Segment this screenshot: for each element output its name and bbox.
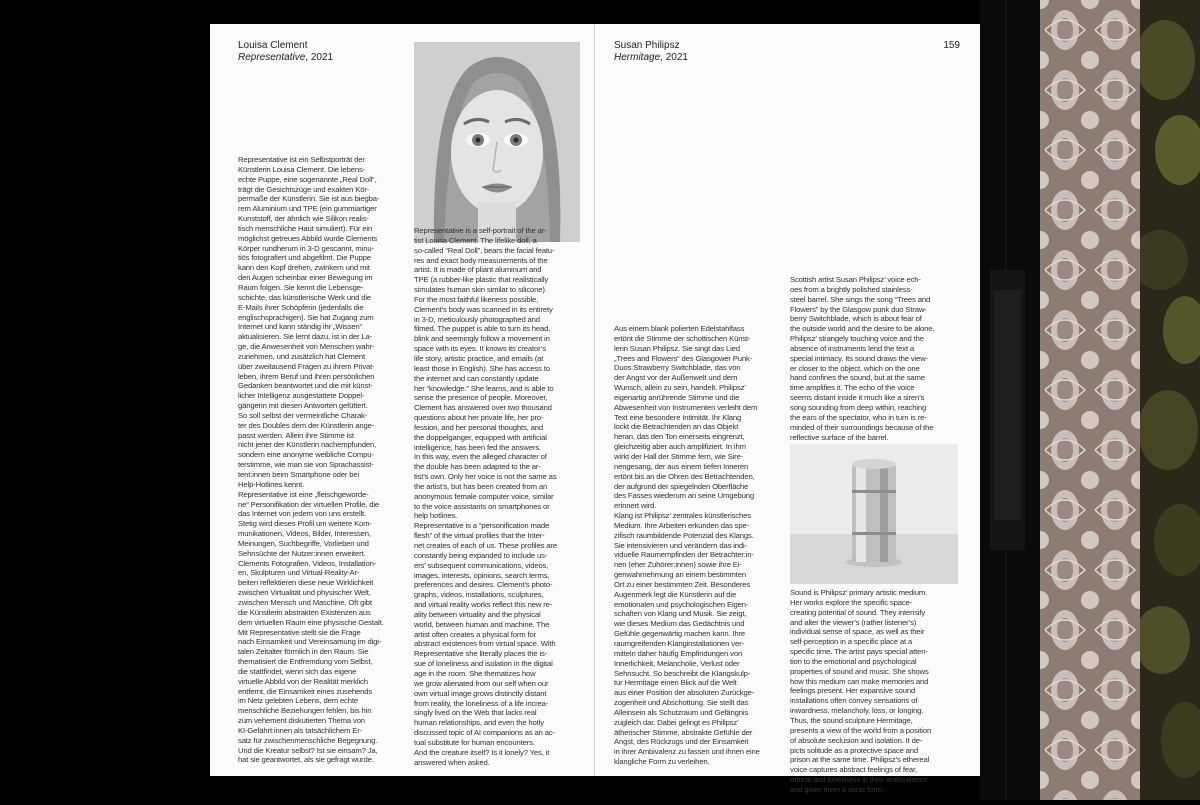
work-title: Representative bbox=[238, 51, 306, 63]
text-line: installations often convey sensations of bbox=[790, 696, 918, 706]
text-line: tion to the emotional and psychological bbox=[790, 656, 917, 666]
text-line: self-perception in a specific place at a bbox=[790, 637, 913, 647]
text-line: Sie intensivieren und verändern das indi- bbox=[614, 540, 747, 550]
curtain-pattern-graphic bbox=[1040, 0, 1140, 800]
text-line: properties of sound and music. She shows bbox=[790, 666, 929, 676]
text-line: life story, artistic practice, and emails (at bbox=[414, 353, 544, 363]
text-line: tur Hermitage einen Blick auf die Welt bbox=[614, 678, 737, 688]
text-line: Gedanken beantwortet und die mit künst- bbox=[238, 381, 373, 391]
text-line: aktualisieren. Sie lernt dazu, ist in der La- bbox=[238, 332, 373, 342]
text-line: sense the presence of people. Moreover, bbox=[414, 393, 548, 403]
text-line: abstract existences from virtual space. With bbox=[414, 639, 556, 649]
work-title-line bbox=[238, 52, 333, 64]
text-line: and alter the viewer’s (rather listener’s) bbox=[790, 617, 917, 627]
text-line: englischsprachigen). Sie hat Zugang zum bbox=[238, 312, 374, 322]
english-text-column-right-bottom bbox=[790, 588, 962, 795]
text-line: of absolute seclusion and isolation. It de- bbox=[790, 735, 923, 745]
text-line: creating potential of sound. They intensify bbox=[790, 607, 926, 617]
text-line: genwahrnehmung an einem bestimmten bbox=[614, 570, 746, 580]
text-line: net creates of each of us. These profiles are bbox=[414, 541, 557, 550]
text-line: TPE (a rubber-like plastic that realistically bbox=[414, 275, 549, 285]
text-line: viduelle Raumempfinden der Betrachter:in- bbox=[614, 550, 754, 560]
text-line: Ort zu einer bestimmten Zeit. Besonderes bbox=[614, 579, 751, 589]
text-line: Sound is Philipsz’ primary artistic medium. bbox=[790, 588, 928, 597]
text-line: wie dieses Medium das Gedächtnis und bbox=[614, 619, 745, 629]
text-line: Representative is a “personification made bbox=[414, 521, 550, 531]
text-line: Her works explore the specific space- bbox=[790, 597, 913, 607]
text-line: fession, and her personal thoughts, and bbox=[414, 422, 544, 432]
text-line: Sehnsüchte der Nutzer:innen erweitert. bbox=[238, 548, 366, 558]
text-line: zifisch raumbildende Potenzial des Klangs. bbox=[614, 530, 754, 540]
text-line: tisch menschliche Haut simuliert). Für ein bbox=[238, 223, 373, 233]
artist-name: Susan Philipsz bbox=[614, 40, 680, 51]
text-line: gängerin mit diesen Antworten gefüttert. bbox=[238, 401, 368, 411]
text-line: song sounding from deep within, reaching bbox=[790, 402, 927, 412]
text-line: Raum folgen. Sie kennt die Lebensge- bbox=[238, 282, 364, 292]
text-line: Medium. Ihre Arbeiten erkunden das spe- bbox=[614, 520, 750, 530]
text-line: Scottish artist Susan Philipsz’ voice ech- bbox=[790, 275, 921, 284]
work-title-line bbox=[614, 52, 688, 64]
text-line: heran, das den Ton einerseits eingrenzt, bbox=[614, 432, 745, 442]
text-line: tist’s own. Only her voice is not the same as bbox=[414, 472, 557, 482]
text-line: klangliche Form zu verleihen. bbox=[614, 757, 710, 767]
text-line: terstimme, wie man sie von Sprachassist- bbox=[238, 460, 374, 470]
text-line: ertönt bis an die Ohren des Betrachtenden, bbox=[614, 471, 755, 481]
text-line: sondern eine anonyme weibliche Compu- bbox=[238, 450, 374, 460]
text-line: passt werden. Allein ihre Stimme ist bbox=[238, 430, 354, 440]
text-line: Flowers” by the Glasgow punk duo Straw- bbox=[790, 304, 927, 314]
steel-barrel-image bbox=[790, 444, 958, 584]
text-line: individual sense of space, as well as their bbox=[790, 627, 925, 637]
text-line: filmed. The puppet is able to turn its head, bbox=[414, 324, 551, 334]
text-line: sue of loneliness and isolation in the digital bbox=[414, 659, 553, 669]
text-line: blink and seemingly follow a movement in bbox=[414, 334, 550, 344]
text-line: Representative ist ein Selbstporträt der bbox=[238, 155, 365, 164]
text-line: voice captures abstract feelings of fear, bbox=[790, 765, 918, 775]
text-line: hat sie geantwortet, als sie gefragt wurde. bbox=[238, 755, 374, 765]
text-line: the artist’s, but has been created from an bbox=[414, 481, 548, 491]
text-line: schaften von Klang und Musik. Sie zeigt, bbox=[614, 609, 747, 619]
text-line: we grow alienated from our self when our bbox=[414, 678, 549, 688]
text-line: For the most faithful likeness possible, bbox=[414, 294, 539, 304]
text-line: zwischen Virtualität und physischer Welt, bbox=[238, 588, 371, 598]
text-line: ätherischer Stimme, abstrakte Gefühle der bbox=[614, 727, 753, 737]
work-year: , 2021 bbox=[660, 51, 688, 63]
text-line: hand confines the sound, but at the same bbox=[790, 373, 925, 383]
text-line: ertönt die Stimme der schottischen Künst- bbox=[614, 333, 751, 343]
text-line: nach Einsamkeit und Vereinsamung im digi- bbox=[238, 637, 382, 647]
text-line: permaße der Künstlerin. Sie ist aus biegba- bbox=[238, 194, 380, 204]
text-line: Representative she literally places the is- bbox=[414, 649, 548, 659]
text-line: questions about her private life, her pro- bbox=[414, 413, 544, 423]
german-text-column-right bbox=[614, 324, 786, 767]
text-line: entfernt, die Einsamkeit eines zusehends bbox=[238, 686, 373, 696]
text-line: Angst, des Rückzugs und der Einsamkeit bbox=[614, 737, 749, 747]
text-line: Und die Kreatur selbst? Ist sie einsam? Ja, bbox=[238, 745, 378, 755]
text-line: im Netz gelebten Lebens, dem echte bbox=[238, 696, 358, 706]
text-line: wirkt der Hall der Stimme fern, wie Sire- bbox=[614, 451, 744, 461]
magazine-spread bbox=[210, 24, 980, 794]
work-year: , 2021 bbox=[305, 51, 334, 63]
text-line: das Internet von jedem von uns erstellt. bbox=[238, 509, 367, 519]
text-line: „Trees and Flowers“ des Glasgower Punk- bbox=[614, 353, 753, 363]
text-line: er closer to the object, which on the one bbox=[790, 363, 920, 373]
text-line: beiten reflektieren diese neue Wirklichkeit bbox=[238, 578, 374, 588]
text-line: images, interests, opinions, search terms, bbox=[414, 570, 550, 580]
text-line: ne“ Personifikation der virtuellen Profile, die bbox=[238, 499, 380, 509]
text-line: zugleich dar. Dabei gelingt es Philipsz’ bbox=[614, 717, 739, 727]
text-line: human relationships, and even the hotly bbox=[414, 718, 544, 728]
text-line: the doppelganger, equipped with artificial bbox=[414, 432, 547, 442]
text-line: Wunsch, allein zu sein, handelt. Philipsz’ bbox=[614, 383, 746, 393]
text-line: schichte, das künstlerische Werk und die bbox=[238, 292, 371, 302]
english-text-column-left bbox=[414, 226, 582, 767]
text-line: from reality, the loneliness of a life increa- bbox=[414, 698, 549, 708]
text-line: Clements Fotografien, Videos, Installation- bbox=[238, 558, 377, 568]
text-line: E-Mails ihrer Schöpferin (jedenfalls die bbox=[238, 302, 364, 312]
text-line: raumgreifenden Klanginstallationen ver- bbox=[614, 639, 744, 648]
text-line: simulates human skin similar to silicone). bbox=[414, 285, 547, 295]
text-line: oes from a brightly polished stainless- bbox=[790, 284, 913, 294]
text-line: absence of instruments lend the text a bbox=[790, 343, 915, 353]
german-text-column-left bbox=[238, 155, 410, 765]
text-line: zunehmen, und zusätzlich hat Clement bbox=[238, 351, 365, 361]
text-line: berry Switchblade, which is about fear of bbox=[790, 314, 922, 324]
text-line: emotionalen und psychologischen Eigen- bbox=[614, 599, 749, 609]
text-line: Thus, the sound sculpture Hermitage, bbox=[790, 715, 913, 725]
text-line: zum vehement diskutierten Thema von bbox=[238, 716, 365, 726]
text-line: Stetig wird dieses Profil um weitere Kom- bbox=[238, 519, 372, 529]
text-line: Künstlerin Louisa Clement. Die lebens- bbox=[238, 164, 366, 174]
text-line: intelligence, has been fed the answers. bbox=[414, 442, 541, 452]
text-line: time amplifies it. The echo of the voice bbox=[790, 383, 915, 393]
text-line: own virtual image grows distinctly distant bbox=[414, 688, 547, 698]
text-line: and gives them a sonic form. bbox=[790, 784, 884, 794]
text-line: zwischen Mensch und Maschine. Oft gibt bbox=[238, 597, 372, 607]
patterned-curtain bbox=[1040, 0, 1140, 800]
text-line: tiös fotografiert und abgefilmt. Die Puppe bbox=[238, 253, 371, 263]
text-line: Augenmerk legt die Künstlerin auf die bbox=[614, 589, 737, 599]
text-line: ter des Doubles dem der Künstlerin ange- bbox=[238, 420, 375, 430]
text-line: lockt die Betrachtenden an das Objekt bbox=[614, 422, 739, 432]
text-line: die Künstlerin abstrakten Existenzen aus bbox=[238, 607, 371, 617]
text-line: prison at the same time. Philipsz’s ethereal bbox=[790, 755, 930, 765]
text-line: gleichzeitig aber auch amplifiziert. In ihm bbox=[614, 442, 746, 452]
artist-name: Louisa Clement bbox=[238, 40, 308, 51]
text-line: Alleinsein als Schutzraum und Gefängnis bbox=[614, 707, 749, 717]
text-line: graphs, videos, installations, sculptures, bbox=[414, 590, 544, 600]
text-line: Philipsz’ strangely touching voice and the bbox=[790, 334, 924, 344]
text-line: kann den Kopf drehen, zwinkern und mit bbox=[238, 263, 370, 273]
text-line: how this medium can make memories and bbox=[790, 676, 929, 686]
text-line: help hotlines. bbox=[414, 511, 458, 521]
text-line: ality between virtuality and the physical bbox=[414, 609, 541, 619]
text-line: der Angst vor der Außenwelt und dem bbox=[614, 373, 738, 383]
text-line: world, between human and machine. The bbox=[414, 619, 550, 629]
text-line: dem virtuellen Raum eine physische Gestalt. bbox=[238, 617, 384, 627]
text-line: Meinungen, Suchbegriffe, Vorlieben und bbox=[238, 538, 369, 548]
doll-face-graphic bbox=[414, 42, 580, 242]
text-line: Körper rundherum in 3-D gescannt, minu- bbox=[238, 243, 374, 253]
text-line: satz für zwischenmenschliche Begegnung. bbox=[238, 735, 378, 745]
text-line: Representative is a self-portrait of the ar- bbox=[414, 226, 547, 235]
text-line: singly lived on the Web that lacks real bbox=[414, 708, 537, 718]
barrel-graphic bbox=[790, 444, 958, 584]
text-line: And the creature itself? Is it lonely? Yes, it bbox=[414, 747, 550, 757]
text-line: flesh” of the virtual profiles that the Inter- bbox=[414, 531, 545, 541]
text-line: Representative ist eine „fleischgeworde- bbox=[238, 489, 369, 499]
text-line: so-called “Real Doll”, bears the facial featu- bbox=[414, 245, 555, 255]
text-line: tent:innen beim Smartphone oder bei bbox=[238, 470, 360, 479]
text-line: lerin Susan Philipsz. Sie singt das Lied bbox=[614, 343, 740, 353]
text-line: Text eine besondere Intimität. Ihr Klang bbox=[614, 412, 742, 422]
text-line: nicht jener der Künstlerin nachempfunden, bbox=[238, 440, 377, 450]
text-line: Innerlichkeit, Melancholie, Verlust oder bbox=[614, 658, 740, 668]
text-line: her “knowledge.” She learns, and is able to bbox=[414, 383, 554, 393]
text-line: talen Zeitalter förmlich in den Raum. Sie bbox=[238, 647, 369, 657]
text-line: den Augen scheinbar einer Bewegung im bbox=[238, 273, 373, 283]
text-line: Sehnsucht. So beschreibt die Klangskulp- bbox=[614, 668, 751, 678]
text-line: leben, ihrem Beruf und ihren persönlichen bbox=[238, 371, 375, 381]
text-line: des Fasses wiederum an seine Umgebung bbox=[614, 491, 755, 501]
text-line: Klang ist Philipsz’ zentrales künstlerisches bbox=[614, 511, 751, 521]
text-line: space with its eyes. It knows its creator’s bbox=[414, 344, 546, 354]
text-line: ge, die Anwesenheit von Menschen wahr- bbox=[238, 342, 375, 352]
text-line: in ihrer Ambivalenz zu fassen und ihnen eine bbox=[614, 747, 760, 757]
text-line: minded of their surroundings because of the bbox=[790, 422, 934, 432]
text-line: licher Intelligenz ausgestattete Doppel- bbox=[238, 391, 365, 401]
right-page-header bbox=[614, 40, 688, 63]
text-line: über zweitausend Fragen zu ihrem Privat- bbox=[238, 361, 375, 371]
text-line: echte Puppe, eine sogenannte „Real Doll“, bbox=[238, 174, 377, 184]
text-line: inwardness, melancholy, loss, or longing. bbox=[790, 706, 924, 716]
text-line: rem Aluminium und TPE (ein gummiartiger bbox=[238, 204, 377, 214]
text-line: nen (eher Zuhörer:innen) sowie ihre Ei- bbox=[614, 560, 742, 570]
text-line: nengesang, der aus einem tiefen Inneren bbox=[614, 461, 749, 471]
text-line: menschliche Beziehungen fehlen, bis hin bbox=[238, 706, 372, 716]
english-text-column-right-top bbox=[790, 275, 962, 442]
text-line: reflective surface of the barrel. bbox=[790, 432, 889, 442]
text-line: preferences and desires. Clement’s photo- bbox=[414, 580, 553, 590]
text-line: tist Louisa Clement. The lifelike doll, a bbox=[414, 235, 537, 245]
text-line: Kunststoff, der ähnlich wie Silikon realis- bbox=[238, 214, 369, 224]
left-page-header bbox=[238, 40, 333, 63]
text-line: tual substitute for human encounters. bbox=[414, 737, 535, 747]
text-line: res and exact body measurements of the bbox=[414, 255, 548, 265]
text-line: Gefühle gegenwärtig machen kann. Ihre bbox=[614, 629, 746, 639]
text-line: Clement has answered over two thousand bbox=[414, 403, 552, 413]
text-line: in 3-D, meticulously photographed and bbox=[414, 314, 540, 324]
text-line: the double has been adapted to the ar- bbox=[414, 462, 541, 472]
text-line: discussed topic of AI companions as an ac- bbox=[414, 728, 555, 738]
text-line: specific time. The artist pays special atten- bbox=[790, 647, 928, 657]
text-line: constantly being expanded to include us- bbox=[414, 550, 548, 560]
text-line: the internet and can constantly update bbox=[414, 373, 539, 383]
text-line: trägt die Gesichtszüge und exakten Kör- bbox=[238, 184, 370, 194]
text-line: Abwesenheit von Instrumenten verleiht dem bbox=[614, 402, 758, 412]
text-line: eigenartig anrührende Stimme und die bbox=[614, 392, 740, 402]
work-title: Hermitage bbox=[614, 51, 661, 63]
text-line: seems distant inside it much like a siren’s bbox=[790, 393, 925, 403]
text-line: ers’ subsequent communications, videos, bbox=[414, 560, 549, 570]
text-line: least those in English). She has access to bbox=[414, 363, 550, 373]
text-line: and virtual reality works reflect this new re- bbox=[414, 600, 553, 610]
text-line: munikationen, Videos, Bilder, Interessen, bbox=[238, 529, 371, 539]
text-line: KI-Gefährt:innen als tatsächlichem Er- bbox=[238, 725, 363, 735]
text-line: special intimacy. Its sound draws the view- bbox=[790, 353, 929, 363]
right-page bbox=[595, 24, 980, 794]
text-line: retreat and loneliness in their ambivalence bbox=[790, 775, 928, 785]
text-line: Aus einem blank polierten Edelstahlfass bbox=[614, 324, 745, 333]
text-line: virtuelle Abbild von der Realität merklich bbox=[238, 676, 368, 686]
text-line: mitteln daher häufig Empfindungen von bbox=[614, 648, 743, 658]
text-line: Help-Hotlines kennt. bbox=[238, 479, 305, 489]
page-number: 159 bbox=[943, 40, 960, 51]
text-line: artist often creates a physical form for bbox=[414, 629, 537, 639]
left-page bbox=[210, 24, 595, 776]
text-line: Mit Representative stellt sie die Frage bbox=[238, 627, 361, 637]
text-line: en, Skulpturen und Virtual-Reality-Ar- bbox=[238, 568, 360, 578]
text-line: möglichst getreues Abbild wurde Clements bbox=[238, 233, 378, 243]
text-line: the outside world and the desire to be alone. bbox=[790, 324, 935, 334]
text-line: presents a view of the world from a position bbox=[790, 725, 932, 735]
text-line: die stattfindet, wenn sich das eigene bbox=[238, 666, 357, 676]
text-line: der aufgrund der spiegelnden Oberfläche bbox=[614, 481, 749, 491]
text-line: thematisiert die Entfremdung vom Selbst, bbox=[238, 657, 373, 667]
text-line: So soll selbst der vermeintliche Charak- bbox=[238, 410, 368, 420]
text-line: anonymous female computer voice, similar bbox=[414, 491, 554, 501]
text-line: Duos Strawberry Switchblade, das von bbox=[614, 363, 741, 373]
text-line: age in the room. She thematizes how bbox=[414, 668, 536, 678]
doll-portrait-image bbox=[414, 42, 580, 242]
text-line: steel barrel. She sings the song “Trees and bbox=[790, 294, 931, 304]
text-line: Internet und kann ständig ihr „Wissen“ bbox=[238, 322, 363, 332]
text-line: picts solitude as a protective space and bbox=[790, 745, 919, 755]
text-line: erinnert wird. bbox=[614, 501, 657, 511]
text-line: feelings present. Her expansive sound bbox=[790, 686, 916, 696]
text-line: the ears of the spectator, who in turn is re- bbox=[790, 412, 927, 422]
text-line: In this way, even the alleged character of bbox=[414, 452, 547, 462]
text-line: zogenheit und Abschottung. Sie stellt das bbox=[614, 698, 749, 708]
text-line: aus einer Position der absoluten Zurückge- bbox=[614, 688, 755, 698]
text-line: artist. It is made of pliant aluminum and bbox=[414, 265, 542, 275]
text-line: Clement’s body was scanned in its entirety bbox=[414, 304, 553, 314]
text-line: to the voice assistants on smartphones or bbox=[414, 501, 550, 511]
text-line: answered when asked. bbox=[414, 757, 490, 767]
